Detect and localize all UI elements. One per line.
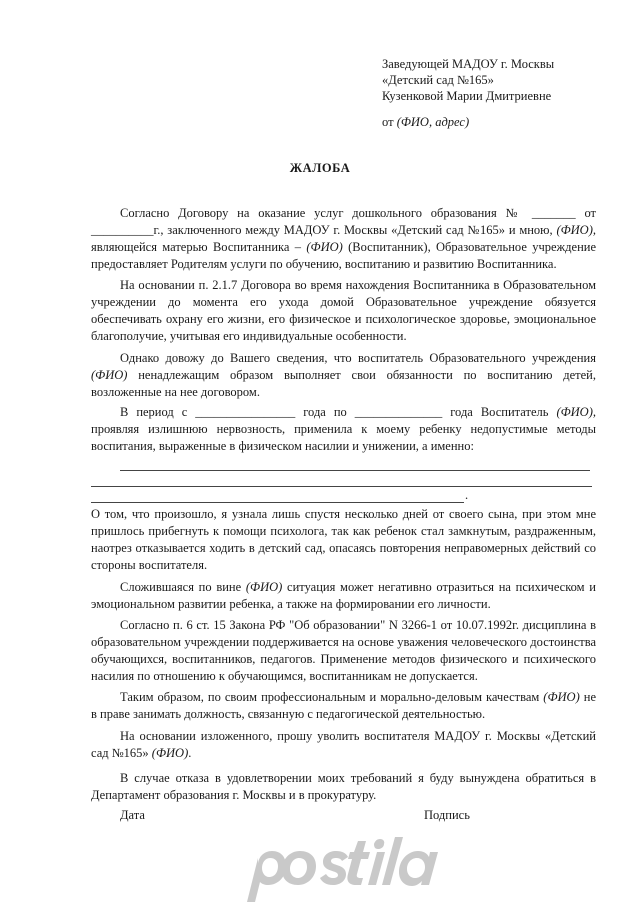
- watermark-glyphs: [247, 837, 438, 902]
- sender-value: (ФИО, адрес): [396, 115, 470, 129]
- paragraph-7: Согласно п. 6 ст. 15 Закона РФ "Об образовании" N 3266-1 от 10.07.1992г. дисциплина в образовательном учреждении поддерживается на основе уважения человеческого достоинства обучающихся, воспитанников, педагогов. Применение методов физического и психического насилия по отношению к обучающимся, воспитанникам не допускается.: [91, 618, 596, 683]
- p9-text-a: На основании изложенного, прошу уволить воспитателя МАДОУ г. Москвы «Детский сад №165»: [91, 729, 596, 760]
- p6-fio: (ФИО): [245, 580, 283, 594]
- paragraph-8: [91, 689, 596, 723]
- p1-fio-1: (ФИО),: [556, 223, 596, 237]
- date-label: Дата: [120, 808, 145, 822]
- glyph-s: [320, 851, 348, 885]
- blank-line-1: [120, 470, 590, 471]
- paragraph-10: В случае отказа в удовлетворении моих требований я буду вынуждена обратиться в Департамент образования г. Москвы и в прокуратуру.: [91, 771, 596, 802]
- p9-text-c: .: [188, 746, 192, 760]
- addressee-line-2: «Детский сад №165»: [382, 73, 494, 87]
- p4-fio: (ФИО),: [556, 405, 596, 419]
- p9-fio: (ФИО): [151, 746, 189, 760]
- p4-text-c: проявляя излишнюю нервозность, применила к моему ребенку недопустимые методы воспитания, выраженные в физическом насилии и унижении, а именно:: [91, 422, 596, 453]
- p1-fio-2: (ФИО): [306, 240, 343, 254]
- paragraph-3: [91, 350, 596, 401]
- glyph-i: [368, 839, 385, 885]
- glyph-a: [399, 851, 438, 886]
- paragraph-9: [91, 728, 596, 762]
- document-title: ЖАЛОБА: [289, 161, 351, 175]
- paragraph-6: [91, 579, 596, 613]
- paragraph-4: [91, 404, 596, 455]
- glyph-l: [382, 837, 403, 885]
- p3-text-a: Однако довожу до Вашего сведения, что воспитатель Образовательного учреждения: [120, 351, 596, 365]
- p1-text-c: являющейся матерью Воспитанника –: [91, 240, 307, 254]
- p1-text-a: Согласно Договору на оказание услуг дошкольного образования № _______ от __________г., заключенного между МАДОУ г. Москвы «Детский сад №165» и мною,: [91, 206, 596, 237]
- addressee-line-3: Кузенковой Марии Дмитриевне: [382, 89, 552, 103]
- paragraph-1: [91, 205, 596, 273]
- sender-line: [382, 115, 469, 130]
- glyph-t: [347, 841, 370, 885]
- p8-text-a: Таким образом, по своим профессиональным и морально-деловым качествам: [120, 690, 544, 704]
- blank-line-3: [91, 502, 464, 503]
- addressee-line-1: Заведующей МАДОУ г. Москвы: [382, 57, 555, 71]
- p4-text-a: В период с ________________ года по ______________ года Воспитатель: [120, 405, 557, 419]
- sender-prefix: от: [382, 115, 397, 129]
- paragraph-2: На основании п. 2.1.7 Договора во время нахождения Воспитанника в Образовательном учреждении до момента его ухода домой Образовательное учреждение обязуется обеспечивать охрану его жизни, его физическое и психологическое здоровье, эмоциональное благополучие, учитывая его индивидуальные особенности.: [91, 278, 596, 343]
- glyph-o: [282, 851, 316, 885]
- glyph-p: [247, 851, 286, 902]
- blank-line-2: [91, 486, 592, 487]
- postila-watermark-logo: [0, 835, 640, 905]
- p3-fio: (ФИО): [91, 368, 128, 382]
- addressee-block: [382, 56, 554, 104]
- p1-text-e: (Воспитанник), Образовательное учреждение предоставляет Родителям услуги по обучению, воспитанию и развитию Воспитанника.: [91, 240, 596, 271]
- p6-text-c: ситуация может негативно отразиться на психическом и эмоциональном развитии ребенка, а также на формировании его личности.: [91, 580, 596, 611]
- p8-fio: (ФИО): [543, 690, 580, 704]
- signature-label: Подпись: [424, 808, 470, 822]
- blank-line-end: .: [465, 488, 469, 502]
- p6-text-a: Сложившаяся по вине: [120, 580, 246, 594]
- p8-text-c: не в праве занимать должность, связанную с педагогической деятельностью.: [91, 690, 596, 721]
- p3-text-c: ненадлежащим образом выполняет свои обязанности по воспитанию детей, возложенные на нее договором.: [91, 368, 596, 399]
- paragraph-5: О том, что произошло, я узнала лишь спустя несколько дней от своего сына, при этом мне пришлось прибегнуть к помощи психолога, так как ребенок стал замкнутым, раздраженным, наотрез отказывается ходить в детский сад, опасаясь повторения неправомерных действий со стороны воспитателя.: [91, 507, 596, 572]
